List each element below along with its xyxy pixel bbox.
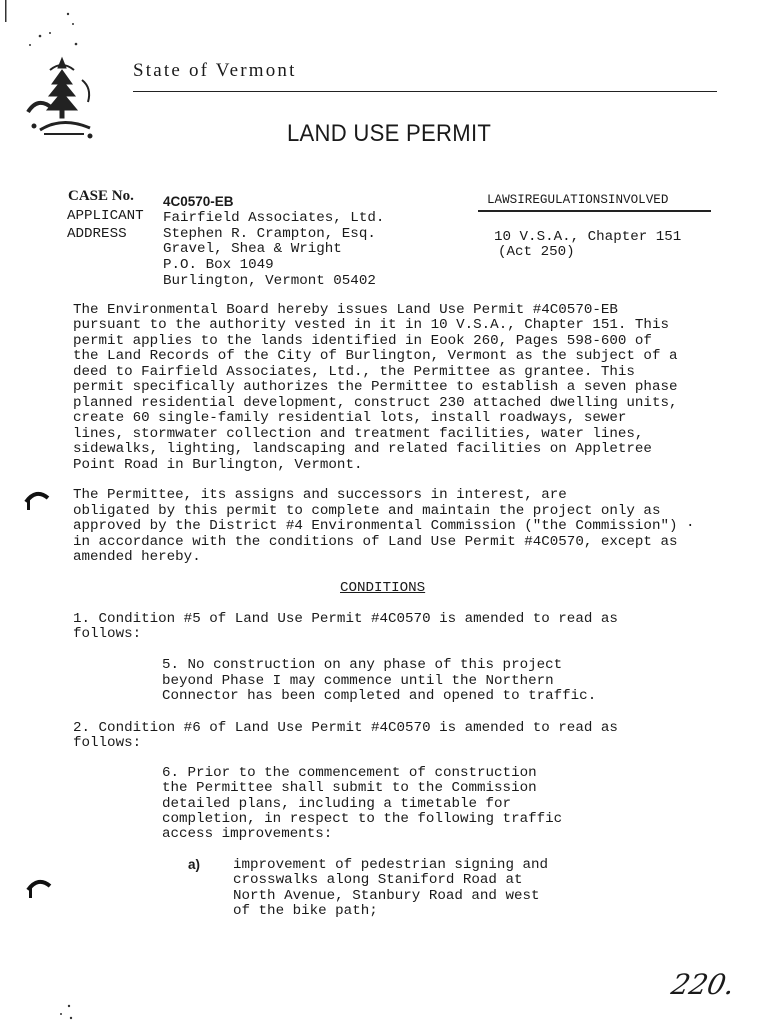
laws-rule bbox=[478, 210, 711, 212]
condition-1-text: beyond Phase I may commence until the Northern bbox=[162, 673, 554, 689]
laws-heading: LAWSIREGULATIONSINVOLVED bbox=[487, 193, 669, 207]
condition-1-text: 5. No construction on any phase of this project bbox=[162, 657, 563, 673]
text-line: approved by the District #4 Environmental Commission ("the Commission") · bbox=[73, 518, 695, 534]
address-line: Stephen R. Crampton, Esq. bbox=[163, 226, 376, 242]
text-line: in accordance with the conditions of Land Use Permit #4C0570, except as bbox=[73, 534, 678, 550]
scan-specks-bottom-left bbox=[55, 1000, 85, 1024]
item-a-text: of the bike path; bbox=[233, 903, 378, 919]
text-line: the Land Records of the City of Burlington, Vermont as the subject of a bbox=[73, 348, 678, 364]
text-line: obligated by this permit to complete and maintain the project only as bbox=[73, 503, 661, 519]
text-line: deed to Fairfield Associates, Ltd., the Permittee as grantee. This bbox=[73, 364, 635, 380]
item-a-text: improvement of pedestrian signing and bbox=[233, 857, 549, 873]
scan-specks-top-left bbox=[0, 0, 100, 60]
text-line: lines, stormwater collection and treatment facilities, water lines, bbox=[73, 426, 644, 442]
condition-2-text: the Permittee shall submit to the Commission bbox=[162, 780, 537, 796]
margin-mark bbox=[24, 488, 50, 512]
text-line: Point Road in Burlington, Vermont. bbox=[73, 457, 363, 473]
case-number-label: CASE No. bbox=[68, 188, 134, 204]
condition-2-line: follows: bbox=[73, 735, 142, 751]
laws-line: 10 V.S.A., Chapter 151 bbox=[494, 229, 682, 245]
condition-2-text: 6. Prior to the commencement of construction bbox=[162, 765, 537, 781]
text-line: pursuant to the authority vested in it in 10 V.S.A., Chapter 151. This bbox=[73, 317, 669, 333]
condition-1-line: follows: bbox=[73, 626, 142, 642]
conditions-heading: CONDITIONS bbox=[340, 580, 426, 596]
condition-1-text: Connector has been completed and opened to traffic. bbox=[162, 688, 597, 704]
case-number: 4C0570-EB bbox=[163, 194, 234, 209]
text-line: The Permittee, its assigns and successors in interest, are bbox=[73, 487, 567, 503]
text-line: The Environmental Board hereby issues Land Use Permit #4C0570-EB bbox=[73, 302, 618, 318]
address-line: Burlington, Vermont 05402 bbox=[163, 273, 376, 289]
text-line: sidewalks, lighting, landscaping and related facilities on Appletree bbox=[73, 441, 652, 457]
address-line: P.O. Box 1049 bbox=[163, 257, 274, 273]
header-rule bbox=[133, 91, 717, 92]
margin-mark bbox=[26, 876, 52, 900]
condition-2-line: 2. Condition #6 of Land Use Permit #4C0570 is amended to read as bbox=[73, 720, 618, 736]
text-line: permit specifically authorizes the Permittee to establish a seven phase bbox=[73, 379, 678, 395]
laws-line: (Act 250) bbox=[498, 244, 575, 260]
text-line: permit applies to the lands identified in Eook 260, Pages 598-600 of bbox=[73, 333, 652, 349]
text-line: planned residential development, construct 230 attached dwelling units, bbox=[73, 395, 678, 411]
item-a-text: North Avenue, Stanbury Road and west bbox=[233, 888, 540, 904]
page-number: 220. bbox=[668, 968, 738, 1001]
condition-2-text: access improvements: bbox=[162, 826, 333, 842]
applicant-label: APPLICANT bbox=[67, 208, 144, 224]
item-a-label: a) bbox=[188, 857, 201, 872]
text-line: create 60 single-family residential lots, install roadways, sewer bbox=[73, 410, 627, 426]
address-label: ADDRESS bbox=[67, 226, 127, 242]
item-a-text: crosswalks along Staniford Road at bbox=[233, 872, 523, 888]
text-line: amended hereby. bbox=[73, 549, 201, 565]
address-line: Gravel, Shea & Wright bbox=[163, 241, 342, 257]
document-title: LAND USE PERMIT bbox=[287, 120, 492, 147]
state-heading: State of Vermont bbox=[133, 60, 297, 81]
condition-2-text: detailed plans, including a timetable for bbox=[162, 796, 512, 812]
condition-1-line: 1. Condition #5 of Land Use Permit #4C0570 is amended to read as bbox=[73, 611, 618, 627]
applicant-name: Fairfield Associates, Ltd. bbox=[163, 210, 385, 226]
condition-2-text: completion, in respect to the following traffic bbox=[162, 811, 563, 827]
